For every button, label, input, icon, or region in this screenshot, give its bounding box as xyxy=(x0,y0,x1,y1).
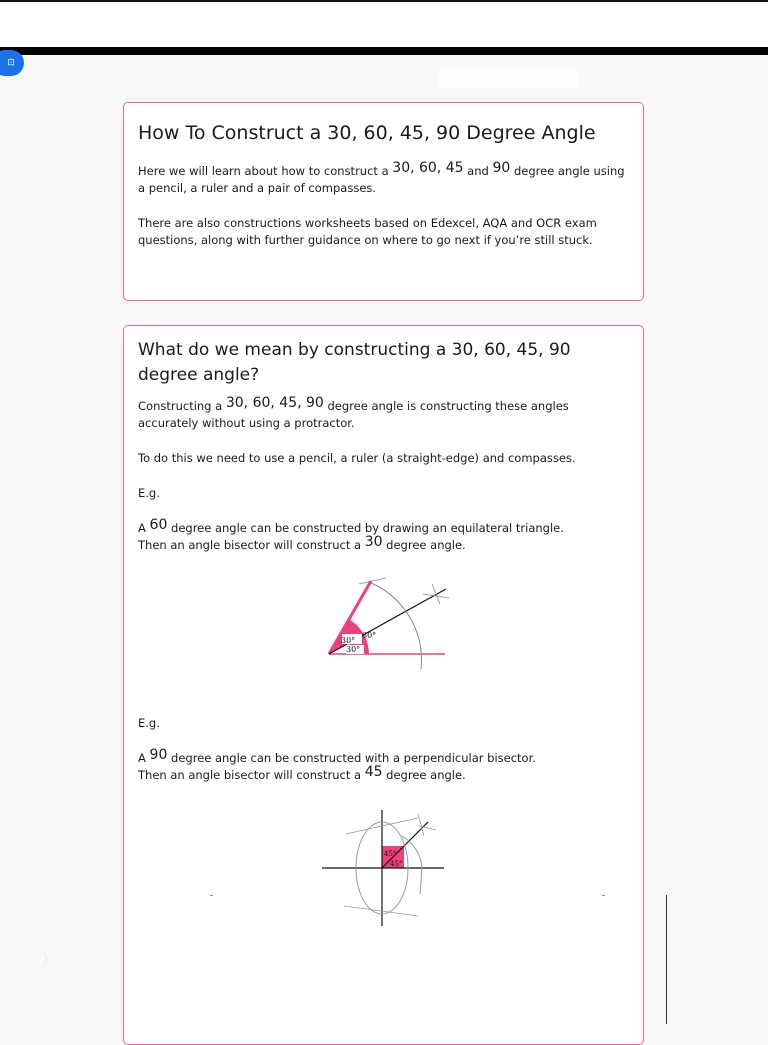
example-60-paragraph: A 60 degree angle can be constructed by drawing an equilateral triangle. Then an angle bisector will construct a 30 degree angle. xyxy=(138,517,564,552)
top-bar xyxy=(0,0,768,47)
label-30-upper: 30° xyxy=(340,636,355,645)
example-90-paragraph: A 90 degree angle can be constructed with a perpendicular bisector. Then an angle bisector will construct a 45 degree angle. xyxy=(138,747,536,782)
intersection-arcs xyxy=(423,584,449,604)
label-30-lower: 30° xyxy=(345,645,360,654)
placeholder-box xyxy=(438,69,579,89)
label-45-upper: 45° xyxy=(383,850,396,858)
margin-mark-right xyxy=(602,895,605,896)
page-title: How To Construct a 30, 60, 45, 90 Degree Angle xyxy=(138,122,596,144)
angle-90-45-diagram xyxy=(314,806,454,931)
book-icon: ⊡ xyxy=(7,58,15,68)
header-divider xyxy=(0,47,768,55)
scroll-line xyxy=(666,895,667,1024)
definition-card xyxy=(123,325,644,1045)
worksheets-paragraph: There are also constructions worksheets based on Edexcel, AQA and OCR exam questions, along with further guidance on where to go next if you’re still stuck. xyxy=(138,216,597,247)
floating-book-button[interactable] xyxy=(0,50,24,76)
label-60: 60° xyxy=(361,631,376,640)
intro-card xyxy=(123,102,644,301)
definition-paragraph: Constructing a 30, 60, 45, 90 degree angle is constructing these angles accurately without using a protractor. xyxy=(138,395,569,430)
angle-60-30-diagram xyxy=(314,572,454,687)
intro-paragraph: Here we will learn about how to construct a 30, 60, 45 and 90 degree angle using a pencil, a ruler and a pair of compasses. xyxy=(138,160,625,195)
margin-mark-left xyxy=(210,895,213,896)
section-heading: What do we mean by constructing a 30, 60, 45, 90 degree angle? xyxy=(138,340,571,385)
tools-paragraph: To do this we need to use a pencil, a ruler (a straight-edge) and compasses. xyxy=(138,451,576,465)
label-45-lower: 45° xyxy=(389,860,402,868)
partial-ring xyxy=(28,948,47,970)
example-label-2: E.g. xyxy=(138,716,160,730)
example-label: E.g. xyxy=(138,486,160,500)
construction-arc xyxy=(359,578,386,584)
